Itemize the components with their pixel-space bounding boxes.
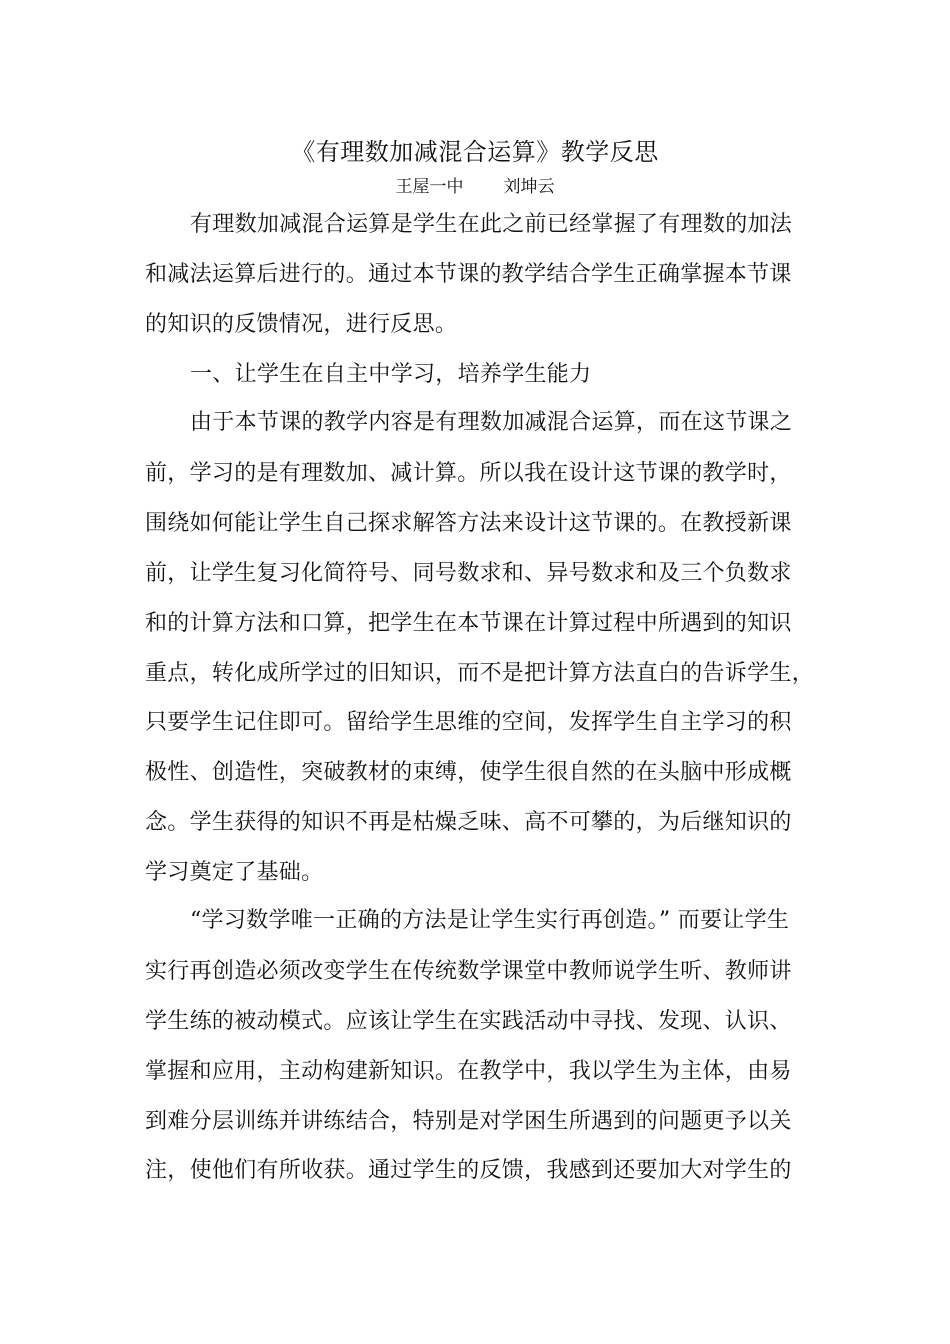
paragraph-line: 前，学习的是有理数加、减计算。所以我在设计这节课的教学时，: [145, 461, 792, 486]
paragraph-line: 到难分层训练并讲练结合，特别是对学困生所遇到的问题更予以关: [145, 1109, 792, 1134]
paragraph-line: 和的计算方法和口算，把学生在本节课在计算过程中所遇到的知识: [145, 611, 792, 636]
paragraph-line: 注，使他们有所收获。通过学生的反馈，我感到还要加大对学生的: [145, 1158, 792, 1183]
document-title: 《有理数加减混合运算》教学反思: [291, 138, 659, 166]
paragraph-line: “学习数学唯一正确的方法是让学生实行再创造。” 而要让学生: [190, 908, 790, 933]
paragraph-line: 掌握和应用，主动构建新知识。在教学中，我以学生为主体，由易: [145, 1059, 792, 1084]
paragraph-line: 的知识的反馈情况，进行反思。: [145, 312, 458, 337]
byline-school: 王屋一中: [395, 177, 464, 197]
paragraph-line: 有理数加减混合运算是学生在此之前已经掌握了有理数的加法: [190, 212, 793, 237]
paragraph-line: 由于本节课的教学内容是有理数加减混合运算，而在这节课之: [190, 410, 793, 435]
paragraph-line: 重点，转化成所学过的旧知识，而不是把计算方法直白的告诉学生，: [145, 661, 815, 686]
paragraph-line: 极性、创造性，突破教材的束缚，使学生很自然的在头脑中形成概: [145, 760, 792, 785]
paragraph-line: 围绕如何能让学生自己探求解答方法来设计这节课的。在教授新课: [145, 511, 792, 536]
paragraph-line: 只要学生记住即可。留给学生思维的空间，发挥学生自主学习的积: [145, 710, 792, 735]
byline-author: 刘坤云: [503, 177, 555, 197]
paragraph-line: 实行再创造必须改变学生在传统数学课堂中教师说学生听、教师讲: [145, 959, 792, 984]
paragraph-line: 学生练的被动模式。应该让学生在实践活动中寻找、发现、认识、: [145, 1009, 792, 1034]
section-heading: 一、让学生在自主中学习，培养学生能力: [190, 362, 592, 387]
paragraph-line: 和减法运算后进行的。通过本节课的教学结合学生正确掌握本节课: [145, 262, 792, 287]
paragraph-line: 念。学生获得的知识不再是枯燥乏味、高不可攀的，为后继知识的: [145, 810, 792, 835]
byline: [0, 174, 950, 200]
paragraph-line: 学习奠定了基础。: [145, 860, 324, 885]
paragraph-line: 前，让学生复习化简符号、同号数求和、异号数求和及三个负数求: [145, 561, 792, 586]
